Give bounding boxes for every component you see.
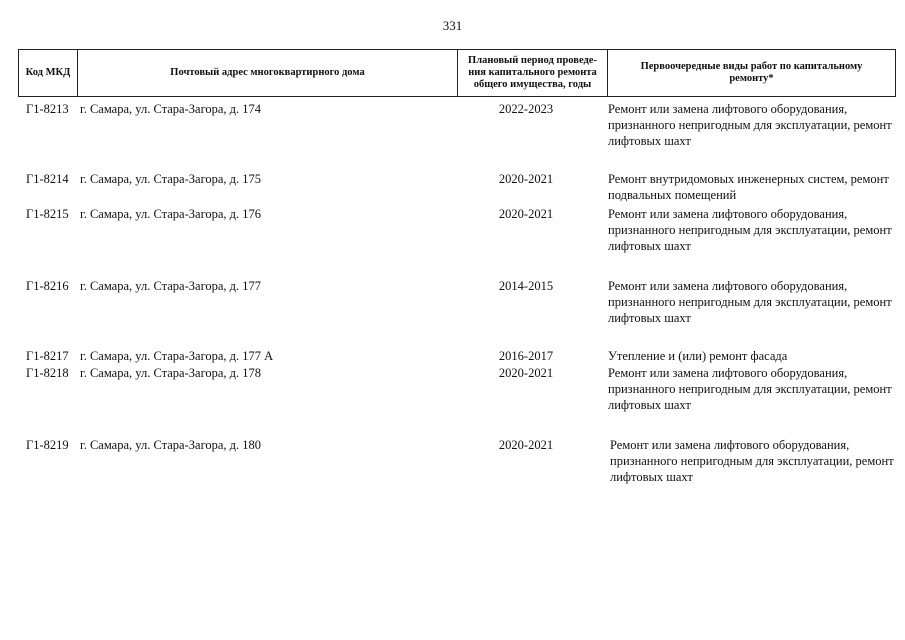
row-address: г. Самара, ул. Стара-Загора, д. 177 [80,279,262,293]
table-header [18,49,896,97]
row-address: г. Самара, ул. Стара-Загора, д. 175 [80,172,262,186]
row-period: 2020-2021 [498,207,554,221]
row-code: Г1-8216 [26,279,69,293]
header-code: Код МКД [19,50,78,96]
row-code: Г1-8218 [26,366,69,380]
row-code: Г1-8215 [26,207,69,221]
row-works: Ремонт или замена лифтового оборудования, признанного непригодным для эксплуатации, ремонт лифтовых шахт [610,438,894,484]
row-works: Ремонт или замена лифтового оборудования, признанного непригодным для эксплуатации, ремонт лифтовых шахт [608,279,892,325]
row-code: Г1-8213 [26,102,69,116]
row-address: г. Самара, ул. Стара-Загора, д. 177 А [80,349,274,363]
row-works: Ремонт или замена лифтового оборудования, признанного непригодным для эксплуатации, ремонт лифтовых шахт [608,207,892,253]
row-address: г. Самара, ул. Стара-Загора, д. 176 [80,207,262,221]
page-number: 331 [442,18,463,33]
row-address: г. Самара, ул. Стара-Загора, д. 180 [80,438,262,452]
row-period: 2020-2021 [498,438,554,452]
row-works: Ремонт или замена лифтового оборудования, признанного непригодным для эксплуатации, ремонт лифтовых шахт [608,366,892,412]
row-period: 2016-2017 [498,349,554,363]
row-code: Г1-8217 [26,349,69,363]
row-period: 2014-2015 [498,279,554,293]
row-code: Г1-8219 [26,438,69,452]
row-address: г. Самара, ул. Стара-Загора, д. 174 [80,102,262,116]
row-works: Ремонт внутридомовых инженерных систем, ремонт подвальных помещений [608,172,889,202]
row-works: Утепление и (или) ремонт фасада [608,349,788,363]
row-works: Ремонт или замена лифтового оборудования, признанного непригодным для эксплуатации, ремонт лифтовых шахт [608,102,892,148]
row-address: г. Самара, ул. Стара-Загора, д. 178 [80,366,262,380]
row-period: 2022-2023 [498,102,554,116]
header-works: Первоочередные виды работ по капитальному ремонту* [640,61,863,84]
header-period: Плановый период проведе-ния капитального ремонта общего имущества, годы [458,50,608,96]
row-period: 2020-2021 [498,172,554,186]
header-address: Почтовый адрес многоквартирного дома [78,50,458,96]
row-period: 2020-2021 [498,366,554,380]
row-code: Г1-8214 [26,172,69,186]
